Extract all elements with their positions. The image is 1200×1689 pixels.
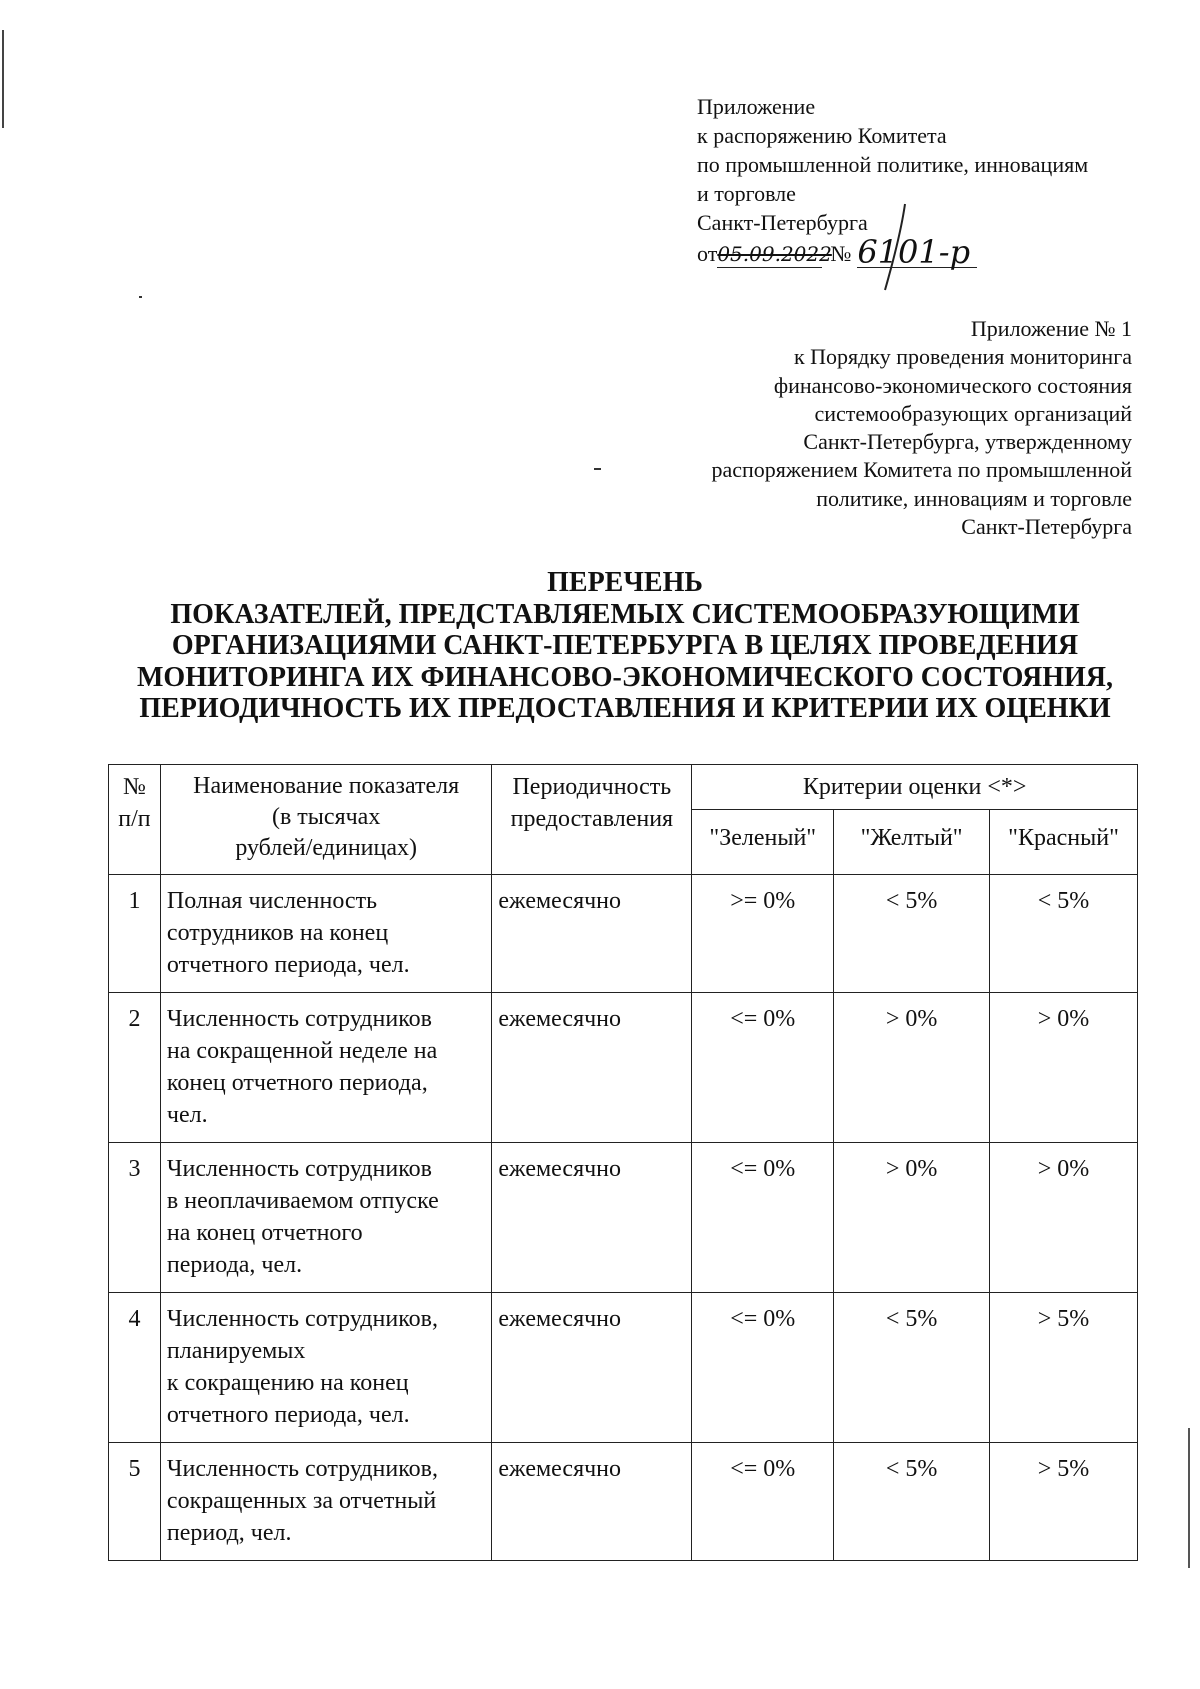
cell-text: периода, чел. (166, 1252, 303, 1278)
header-num (109, 765, 161, 875)
table-row (109, 1443, 1138, 1561)
signature-stroke-icon (875, 202, 915, 292)
cell-red: > 5% (990, 1293, 1138, 1443)
scan-edge-mark (2, 30, 4, 128)
cell-text: планируемых (166, 1338, 306, 1364)
header-green: "Зеленый" (692, 810, 834, 875)
cell-num: 2 (109, 993, 161, 1143)
cell-periodicity: ежемесячно (492, 875, 692, 993)
appendix-line: к Порядку проведения мониторинга (793, 344, 1132, 370)
cell-text: в неоплачиваемом отпуске (166, 1188, 439, 1214)
cell-red: < 5% (990, 875, 1138, 993)
cell-text: сотрудников на конец (166, 920, 389, 946)
cell-name (160, 1293, 491, 1443)
cell-text: чел. (166, 1102, 208, 1128)
title-line: ПОКАЗАТЕЛЕЙ, ПРЕДСТАВЛЯЕМЫХ СИСТЕМООБРАЗУЮЩИМИ (170, 598, 1080, 630)
approval-line: Санкт-Петербурга (697, 210, 868, 235)
header-criteria: Критерии оценки <*> (692, 765, 1138, 810)
header-text: предоставления (510, 806, 674, 832)
appendix-line: Санкт-Петербурга, утвержденному (803, 429, 1132, 455)
header-text: Периодичность (512, 774, 672, 800)
cell-text: Численность сотрудников (166, 1006, 432, 1032)
appendix-line: распоряжением Комитета по промышленной (711, 457, 1132, 483)
approval-line: к распоряжению Комитета (697, 123, 947, 148)
cell-text: на сокращенной неделе на (166, 1038, 438, 1064)
cell-red: > 0% (990, 993, 1138, 1143)
cell-yellow: > 0% (834, 1143, 990, 1293)
title-line: ОРГАНИЗАЦИЯМИ САНКТ-ПЕТЕРБУРГА В ЦЕЛЯХ ПРОВЕДЕНИЯ (171, 630, 1079, 661)
cell-text: период, чел. (166, 1520, 292, 1546)
cell-green: <= 0% (692, 1443, 834, 1561)
cell-text: Численность сотрудников, (166, 1306, 438, 1332)
cell-text: отчетного периода, чел. (166, 952, 410, 978)
title-line: ПЕРИОДИЧНОСТЬ ИХ ПРЕДОСТАВЛЕНИЯ И КРИТЕРИИ ИХ ОЦЕНКИ (139, 693, 1111, 724)
cell-green: <= 0% (692, 993, 834, 1143)
approval-line: Приложение (697, 94, 816, 119)
appendix-line: Санкт-Петербурга (961, 514, 1132, 540)
handwritten-date: 05.09.2022 (717, 242, 832, 266)
cell-text: Полная численность (166, 888, 378, 914)
cell-green: <= 0% (692, 1293, 834, 1443)
header-text: рублей/единицах) (235, 835, 417, 861)
cell-yellow: < 5% (834, 1293, 990, 1443)
header-red: "Красный" (990, 810, 1138, 875)
scan-edge-mark (1188, 1428, 1190, 1568)
appendix-line: финансово-экономического состояния (773, 372, 1132, 398)
approval-line: и торговле (697, 181, 796, 206)
approval-line: по промышленной политике, инновациям (697, 152, 1089, 177)
header-text: Наименование показателя (193, 773, 460, 799)
appendix-block (711, 315, 1132, 541)
table-row (109, 993, 1138, 1143)
cell-text: отчетного периода, чел. (166, 1402, 410, 1428)
cell-green: <= 0% (692, 1143, 834, 1293)
appendix-line: системообразующих организаций (814, 400, 1132, 426)
cell-periodicity: ежемесячно (492, 993, 692, 1143)
header-text: (в тысячах (271, 804, 381, 830)
cell-text: Численность сотрудников (166, 1156, 432, 1182)
cell-num: 3 (109, 1143, 161, 1293)
indicators-table (108, 764, 1138, 1561)
header-name (160, 765, 491, 875)
cell-green: >= 0% (692, 875, 834, 993)
title-line: ПЕРЕЧЕНЬ (547, 567, 703, 598)
cell-name (160, 875, 491, 993)
table-row (109, 1143, 1138, 1293)
scan-speck (139, 296, 142, 298)
header-yellow: "Желтый" (834, 810, 990, 875)
scan-speck (594, 468, 601, 470)
cell-text: к сокращению на конец (166, 1370, 409, 1396)
date-prefix: от (697, 241, 718, 266)
cell-num: 5 (109, 1443, 161, 1561)
cell-periodicity: ежемесячно (492, 1443, 692, 1561)
table-row (109, 875, 1138, 993)
title-line: МОНИТОРИНГА ИХ ФИНАНСОВО-ЭКОНОМИЧЕСКОГО СОСТОЯНИЯ, (136, 661, 1113, 693)
cell-text: Численность сотрудников, (166, 1456, 438, 1482)
cell-name (160, 1143, 491, 1293)
header-periodicity (492, 765, 692, 875)
handwritten-number: 6101-р (857, 237, 977, 268)
header-text: п/п (118, 806, 151, 832)
cell-name (160, 1443, 491, 1561)
cell-red: > 0% (990, 1143, 1138, 1293)
document-title (100, 567, 1150, 725)
cell-name (160, 993, 491, 1143)
cell-periodicity: ежемесячно (492, 1293, 692, 1443)
cell-yellow: > 0% (834, 993, 990, 1143)
number-label: № (830, 241, 852, 266)
appendix-line: политике, инновациям и торговле (816, 485, 1132, 511)
cell-num: 4 (109, 1293, 161, 1443)
cell-num: 1 (109, 875, 161, 993)
cell-periodicity: ежемесячно (492, 1143, 692, 1293)
appendix-line: Приложение № 1 (970, 316, 1132, 341)
table-row (109, 1293, 1138, 1443)
header-text: № (123, 774, 146, 800)
cell-text: на конец отчетного (166, 1220, 363, 1246)
cell-text: конец отчетного периода, (166, 1070, 428, 1096)
cell-text: сокращенных за отчетный (166, 1488, 437, 1514)
cell-yellow: < 5% (834, 1443, 990, 1561)
cell-red: > 5% (990, 1443, 1138, 1561)
cell-yellow: < 5% (834, 875, 990, 993)
